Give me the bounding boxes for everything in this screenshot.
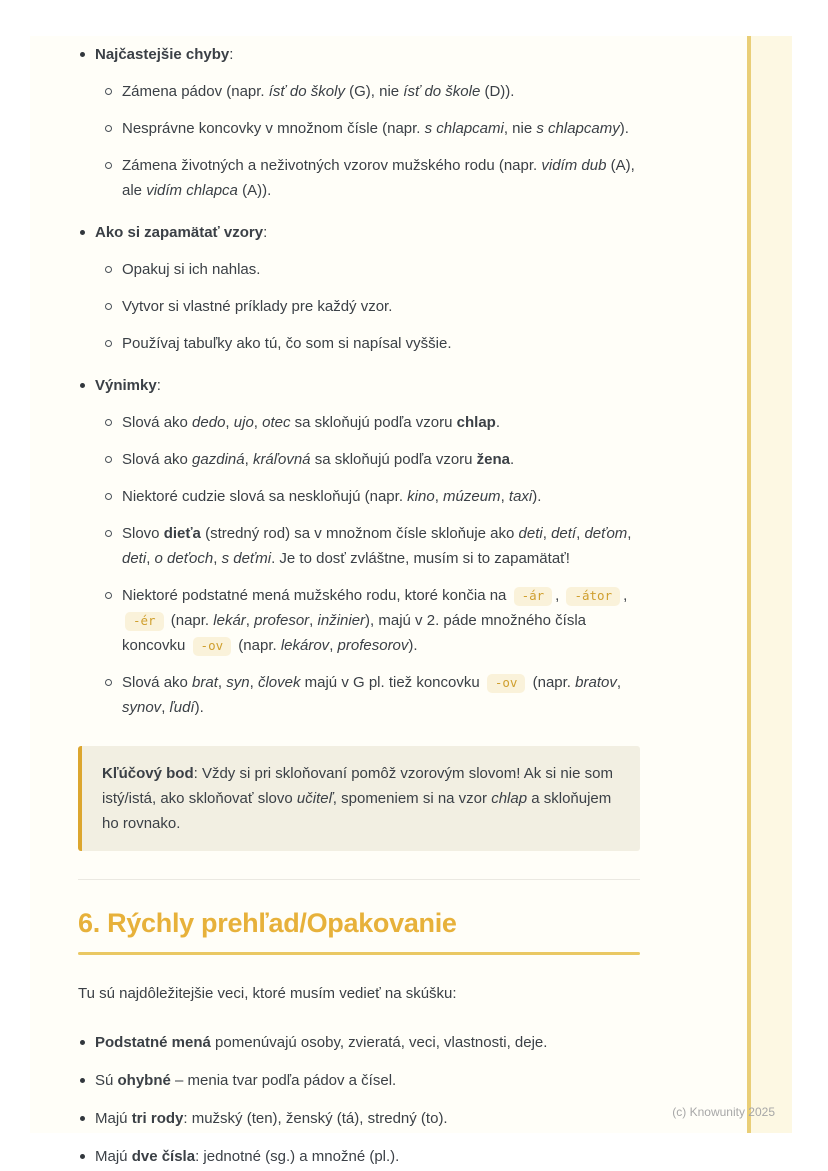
italic-text: s chlapcami: [424, 120, 504, 137]
bold-text: chlap: [456, 414, 496, 431]
sub-list-item: Slová ako brat, syn, človek majú v G pl. tiež koncovku -ov (napr. bratov, synov, ľudí).: [105, 670, 640, 720]
italic-text: kráľovná: [252, 451, 311, 468]
sub-list-item: Slovo dieťa (stredný rod) sa v množnom čísle skloňuje ako deti, detí, deťom, deti, o deťoch, s deťmi. Je to dosť zvláštne, musím si to zapamätať!: [105, 521, 640, 571]
bold-text: tri rody: [131, 1110, 184, 1127]
sub-list: [95, 410, 640, 720]
section-intro: Tu sú najdôležitejšie veci, ktoré musím vedieť na skúšku:: [78, 985, 457, 1002]
italic-text: vidím dub: [541, 157, 607, 174]
sub-list-item: Nesprávne koncovky v množnom čísle (napr. s chlapcami, nie s chlapcamy).: [105, 116, 640, 141]
italic-text: deti: [518, 525, 543, 542]
list-item: [78, 220, 640, 356]
list-item-title: Výnimky:: [95, 377, 161, 394]
italic-text: ľudí: [169, 699, 195, 716]
italic-text: chlap: [491, 790, 528, 807]
italic-text: ujo: [233, 414, 254, 431]
ending-code-badge: -ov: [193, 637, 232, 656]
list-item: [78, 373, 640, 720]
italic-text: profesor: [254, 612, 310, 629]
review-item: Majú tri rody: mužský (ten), ženský (tá), stredný (to).: [78, 1106, 640, 1131]
italic-text: otec: [262, 414, 291, 431]
list-item: [78, 42, 640, 203]
review-item: Sú ohybné – menia tvar podľa pádov a čísel.: [78, 1068, 640, 1093]
bold-text: Podstatné mená: [95, 1034, 211, 1051]
bold-text: dve čísla: [131, 1148, 196, 1165]
review-list: [78, 1030, 640, 1169]
italic-text: taxi: [508, 488, 533, 505]
sub-list-item: Slová ako gazdiná, kráľovná sa skloňujú podľa vzoru žena.: [105, 447, 640, 472]
italic-text: dedo: [192, 414, 226, 431]
bold-text: ohybné: [117, 1072, 171, 1089]
ending-code-badge: -ér: [125, 612, 164, 631]
section-heading: 6. Rýchly prehľad/Opakovanie: [78, 908, 457, 938]
italic-text: syn: [226, 674, 250, 691]
sub-list-item: Slová ako dedo, ujo, otec sa skloňujú podľa vzoru chlap.: [105, 410, 640, 435]
italic-text: kino: [407, 488, 435, 505]
italic-text: vidím chlapca: [146, 182, 238, 199]
sub-list-item: Vytvor si vlastné príklady pre každý vzor.: [105, 294, 640, 319]
list-item-title: Ako si zapamätať vzory:: [95, 224, 268, 241]
bold-text: Najčastejšie chyby: [95, 46, 230, 63]
ending-code-badge: -átor: [566, 587, 620, 606]
key-point-text: Kľúčový bod: Vždy si pri skloňovaní pomôž vzorovým slovom! Ak si nie som istý/istá, ako skloňovať slovo učiteľ, spomeniem si na vzor chlap a skloňujem ho rovnako.: [102, 765, 613, 832]
sub-list-item: Niektoré cudzie slová sa neskloňujú (napr. kino, múzeum, taxi).: [105, 484, 640, 509]
bold-text: dieťa: [163, 525, 201, 542]
review-item: Majú dve čísla: jednotné (sg.) a množné (pl.).: [78, 1144, 640, 1169]
sub-list-item: Používaj tabuľky ako tú, čo som si napísal vyššie.: [105, 331, 640, 356]
document-page: [30, 36, 792, 1165]
bold-text: Ako si zapamätať vzory: [95, 224, 264, 241]
sub-list-item: Zámena pádov (napr. ísť do školy (G), nie ísť do škole (D)).: [105, 79, 640, 104]
right-accent-strip: [751, 36, 792, 1133]
italic-text: o deťoch: [154, 550, 214, 567]
italic-text: synov: [122, 699, 162, 716]
italic-text: lekárov: [280, 637, 330, 654]
italic-text: profesorov: [337, 637, 409, 654]
italic-text: deti: [122, 550, 147, 567]
italic-text: inžinier: [317, 612, 366, 629]
italic-text: lekár: [213, 612, 246, 629]
section-divider: [78, 879, 640, 880]
notes-list: [78, 42, 640, 720]
list-item-title: Najčastejšie chyby:: [95, 46, 234, 63]
bold-text: Výnimky: [95, 377, 157, 394]
italic-text: ísť do školy: [268, 83, 345, 100]
bold-text: Kľúčový bod: [102, 765, 194, 782]
section-heading-underline: [78, 952, 640, 955]
italic-text: učiteľ: [296, 790, 333, 807]
italic-text: múzeum: [443, 488, 501, 505]
sub-list: [95, 79, 640, 203]
key-point-callout: [78, 746, 640, 851]
italic-text: brat: [192, 674, 218, 691]
document-content: [78, 42, 640, 1169]
italic-text: bratov: [575, 674, 617, 691]
sub-list-item: Zámena životných a neživotných vzorov mužského rodu (napr. vidím dub (A), ale vidím chlapca (A)).: [105, 153, 640, 203]
italic-text: gazdiná: [192, 451, 245, 468]
italic-text: s deťmi: [221, 550, 272, 567]
sub-list-item: Niektoré podstatné mená mužského rodu, ktoré končia na -ár , -átor , -ér (napr. lekár, profesor, inžinier), majú v 2. páde množného čísla koncovku -ov (napr. lekárov, profesorov).: [105, 583, 640, 658]
sub-list: [95, 257, 640, 356]
italic-text: detí: [551, 525, 577, 542]
italic-text: človek: [257, 674, 301, 691]
copyright-watermark: (c) Knowunity 2025: [672, 1105, 775, 1119]
ending-code-badge: -ár: [514, 587, 553, 606]
italic-text: s chlapcamy: [536, 120, 620, 137]
sub-list-item: Opakuj si ich nahlas.: [105, 257, 640, 282]
ending-code-badge: -ov: [487, 674, 526, 693]
italic-text: ísť do škole: [403, 83, 481, 100]
italic-text: deťom: [584, 525, 628, 542]
bold-text: žena: [476, 451, 511, 468]
review-item: Podstatné mená pomenúvajú osoby, zvieratá, veci, vlastnosti, deje.: [78, 1030, 640, 1055]
